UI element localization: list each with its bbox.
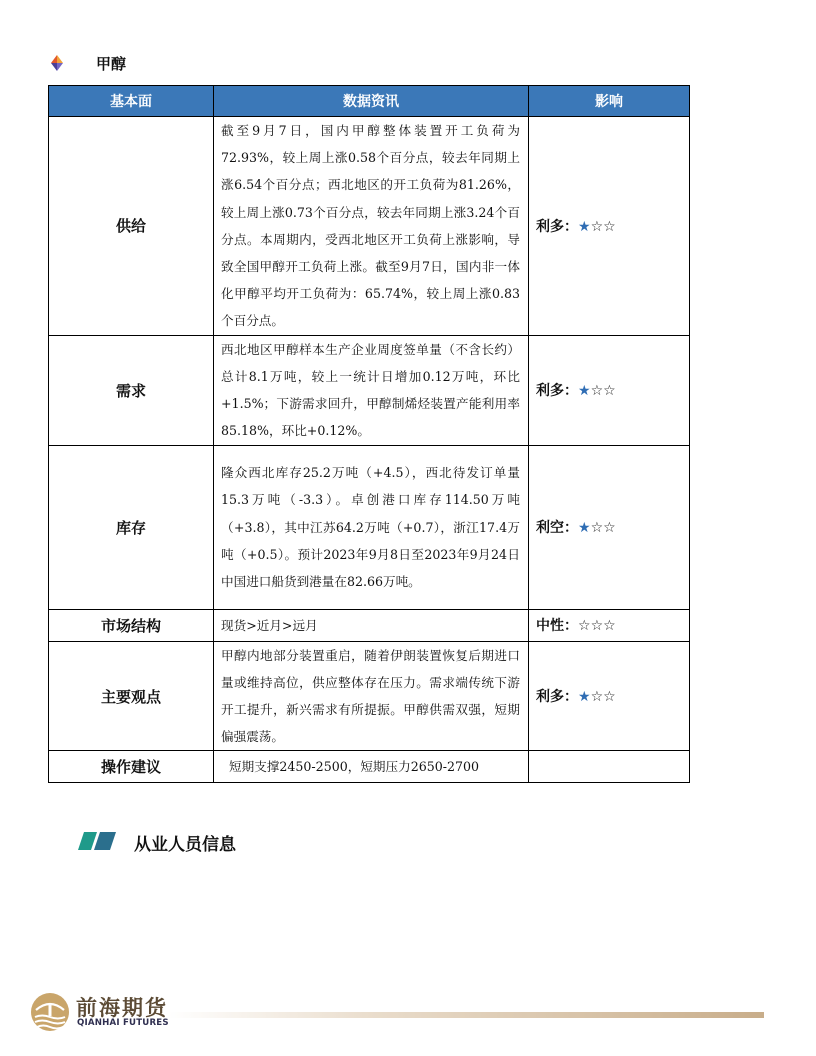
star-rating	[578, 689, 616, 705]
row-label: 供给	[49, 117, 214, 336]
star-filled-icon: ★	[578, 520, 591, 537]
row-label: 操作建议	[49, 751, 214, 783]
row-impact	[529, 751, 690, 783]
impact-label: 利多：	[536, 383, 578, 400]
footer-rule	[168, 1012, 764, 1018]
impact-label: 利空：	[536, 520, 578, 537]
star-empty-icon: ☆	[590, 383, 604, 400]
star-empty-icon: ☆	[603, 689, 616, 706]
row-info: 隆众西北库存25.2万吨（+4.5），西北待发订单量15.3万吨（-3.3）。卓创港口库存114.50万吨（+3.8），其中江苏64.2万吨（+0.7），浙江17.4万吨（+0.5）。预计2023年9月8日至2023年9月24日中国进口船货到港量在82.66万吨。	[214, 445, 529, 609]
row-info: 甲醇内地部分装置重启，随着伊朗装置恢复后期进口量或维持高位，供应整体存在压力。需求端传统下游开工提升，新兴需求有所提振。甲醇供需双强，短期偏强震荡。	[214, 641, 529, 751]
table-row-market-structure	[49, 609, 690, 641]
star-empty-icon: ☆	[603, 218, 616, 235]
row-label: 市场结构	[49, 609, 214, 641]
staff-info-title: 从业人员信息	[134, 835, 236, 855]
diamond-bullet-icon	[48, 54, 66, 72]
row-label: 库存	[49, 445, 214, 609]
row-impact	[529, 641, 690, 751]
table-row-main-view	[49, 641, 690, 751]
table-row-inventory	[49, 445, 690, 609]
row-label: 需求	[49, 335, 214, 445]
impact-label: 利多：	[536, 218, 578, 235]
star-filled-icon: ★	[578, 689, 591, 706]
table-row-operation-advice	[49, 751, 690, 783]
star-rating	[578, 520, 616, 536]
table-header-row	[49, 86, 690, 117]
star-rating	[578, 383, 616, 399]
table-row-demand	[49, 335, 690, 445]
star-empty-icon: ☆	[590, 218, 604, 235]
row-impact	[529, 609, 690, 641]
impact-label: 利多：	[536, 689, 578, 706]
brand-name-en: QIANHAI FUTURES	[77, 1018, 169, 1028]
star-empty-icon: ☆	[590, 520, 604, 537]
star-empty-icon: ☆	[603, 618, 616, 635]
impact-label: 中性：	[536, 618, 578, 635]
row-impact	[529, 335, 690, 445]
star-filled-icon: ★	[578, 383, 591, 400]
section-heading	[48, 52, 126, 74]
star-filled-icon: ★	[578, 218, 591, 235]
star-empty-icon: ☆	[590, 618, 604, 635]
row-info: 西北地区甲醇样本生产企业周度签单量（不含长约）总计8.1万吨，较上一统计日增加0.12万吨，环比+1.5%；下游需求回升，甲醇制烯烃装置产能利用率85.18%，环比+0.12%。	[214, 335, 529, 445]
star-rating	[578, 618, 616, 634]
header-data-info: 数据资讯	[214, 86, 529, 117]
header-fundamentals: 基本面	[49, 86, 214, 117]
table-row-supply	[49, 117, 690, 336]
staff-info-heading	[78, 830, 236, 855]
row-impact	[529, 445, 690, 609]
header-impact: 影响	[529, 86, 690, 117]
footer	[30, 990, 770, 1035]
parallelogram-bars-icon	[78, 832, 116, 854]
row-info: 现货>近月>远月	[214, 609, 529, 641]
brand-name-cn: 前海期货	[76, 995, 168, 1020]
row-impact	[529, 117, 690, 336]
row-label: 主要观点	[49, 641, 214, 751]
star-empty-icon: ☆	[603, 383, 616, 400]
star-rating	[578, 219, 616, 235]
qianhai-logo-icon	[30, 992, 70, 1032]
section-title: 甲醇	[96, 54, 127, 73]
methanol-fundamentals-table	[48, 85, 690, 783]
row-info: 短期支撑2450-2500，短期压力2650-2700	[214, 751, 529, 783]
star-empty-icon: ☆	[578, 618, 591, 635]
star-empty-icon: ☆	[590, 689, 604, 706]
row-info: 截至9月7日，国内甲醇整体装置开工负荷为72.93%，较上周上涨0.58个百分点，较去年同期上涨6.54个百分点；西北地区的开工负荷为81.26%，较上周上涨0.73个百分点，较去年同期上涨3.24个百分点。本周期内，受西北地区开工负荷上涨影响，导致全国甲醇开工负荷上涨。截至9月7日，国内非一体化甲醇平均开工负荷为：65.74%，较上周上涨0.83个百分点。	[214, 117, 529, 336]
star-empty-icon: ☆	[603, 520, 616, 537]
